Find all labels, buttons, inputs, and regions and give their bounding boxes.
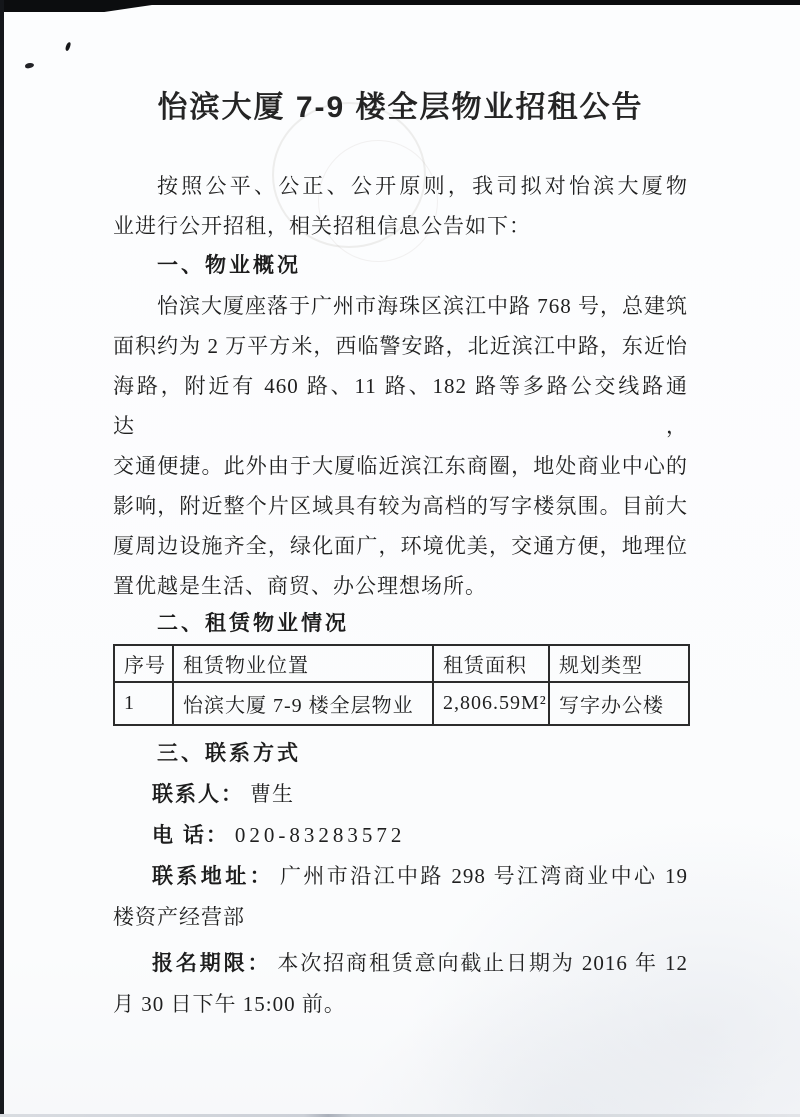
phone-value: 020-83283572 (234, 823, 406, 847)
body-line: 置优越是生活、商贸、办公理想场所。 (113, 574, 487, 598)
body-line: 影响，附近整个片区域具有较为高档的写字楼氛围。目前大 (113, 494, 688, 518)
table-cell-type: 写字办公楼 (549, 682, 689, 725)
page-title: 怡滨大厦 7-9 楼全层物业招租公告 (157, 91, 644, 124)
table-cell-seq: 1 (114, 682, 173, 725)
table-header-seq: 序号 (114, 645, 173, 682)
table-cell-location: 怡滨大厦 7-9 楼全层物业 (173, 682, 433, 725)
deadline-value-line1: 本次招商租赁意向截止日期为 2016 年 12 (277, 951, 688, 975)
section-heading-property-overview: 一、物业概况 (157, 254, 301, 277)
body-line: 面积约为 2 万平方米，西临警安路，北近滨江中路，东近怡 (113, 334, 688, 358)
property-overview-paragraph (113, 286, 688, 606)
table-row (114, 682, 689, 725)
section-heading-contact: 三、联系方式 (157, 742, 301, 765)
phone-row (113, 815, 688, 856)
table-header-type: 规划类型 (549, 645, 689, 682)
phone-label: 电 话： (152, 824, 229, 847)
body-line: 厦周边设施齐全，绿化面广，环境优美，交通方便，地理位 (113, 534, 688, 558)
address-value-line2: 楼资产经营部 (113, 905, 245, 929)
address-value-line1: 广州市沿江中路 298 号江湾商业中心 19 (280, 864, 689, 888)
body-line: 怡滨大厦座落于广州市海珠区滨江中路 768 号，总建筑 (157, 294, 688, 318)
contact-person-value: 曹生 (250, 782, 294, 806)
intro-line: 业进行公开招租，相关招租信息公告如下： (113, 214, 531, 238)
table-header-location: 租赁物业位置 (173, 645, 433, 682)
section-heading-lease-details: 二、租赁物业情况 (157, 612, 349, 635)
body-line: 交通便捷。此外由于大厦临近滨江东商圈，地处商业中心的 (113, 454, 688, 478)
table-header-area: 租赁面积 (433, 645, 549, 682)
table-cell-area: 2,806.59M² (433, 682, 549, 725)
deadline-row (113, 943, 688, 984)
contact-person-row (113, 774, 688, 815)
address-row (113, 856, 688, 897)
property-table (113, 644, 690, 726)
deadline-label: 报名期限： (152, 952, 272, 975)
table-header-row (114, 645, 689, 682)
contact-person-label: 联系人： (152, 783, 244, 806)
deadline-value-line2: 月 30 日下午 15:00 前。 (113, 992, 346, 1016)
intro-paragraph (113, 166, 688, 246)
intro-line: 按照公平、公正、公开原则，我司拟对怡滨大厦物 (157, 174, 688, 198)
address-label: 联系地址： (152, 865, 274, 888)
body-line: 海路，附近有 460 路、11 路、182 路等多路公交线路通达， (113, 374, 688, 438)
